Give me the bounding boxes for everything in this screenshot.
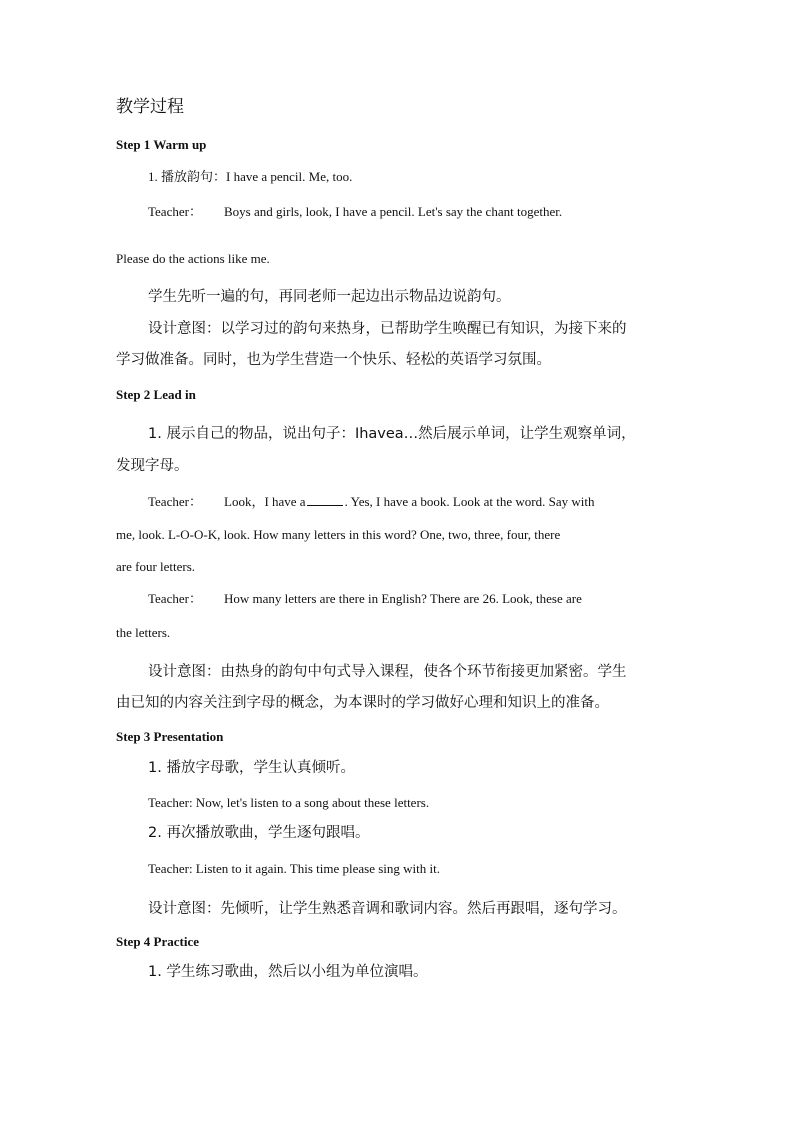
step1-design-line2: 学习做准备。同时，也为学生营造一个快乐、轻松的英语学习氛围。 bbox=[116, 352, 551, 368]
step2-teacher-label-2: Teacher： bbox=[148, 591, 202, 606]
step4-heading: Step 4 Practice bbox=[116, 934, 200, 949]
step2-teacher1-line2: me, look. L-O-O-K, look. How many letters in this word? One, two, three, four, there bbox=[116, 527, 561, 542]
step1-heading: Step 1 Warm up bbox=[116, 137, 207, 152]
step2-teacher2-line1: How many letters are there in English? There are 26. Look, these are bbox=[224, 591, 582, 606]
step2-heading: Step 2 Lead in bbox=[116, 387, 196, 402]
step1-teacher-label: Teacher： bbox=[148, 204, 202, 219]
step2-design-line2: 由已知的内容关注到字母的概念，为本课时的学习做好心理和知识上的准备。 bbox=[116, 695, 609, 711]
step2-teacher2-line2: the letters. bbox=[116, 625, 171, 640]
step2-teacher1-line3: are four letters. bbox=[116, 559, 196, 574]
step3-item2: 2. 再次播放歌曲，学生逐句跟唱。 bbox=[148, 825, 370, 841]
step2-teacher1-line1 bbox=[224, 495, 594, 508]
step2-item1-line2: 发现字母。 bbox=[116, 458, 189, 474]
fill-in-blank bbox=[307, 495, 343, 506]
step2-teacher-label-1: Teacher： bbox=[148, 494, 202, 509]
step2-item1-line1: 1. 展示自己的物品，说出句子：Ihavea…然后展示单词，让学生观察单词， bbox=[148, 426, 636, 442]
step2-teacher1-post: . Yes, I have a book. Look at the word. Say with bbox=[344, 494, 595, 509]
step3-design-line1: 设计意图：先倾听，让学生熟悉音调和歌词内容。然后再跟唱，逐句学习。 bbox=[148, 901, 627, 917]
step1-teacher-line2: Please do the actions like me. bbox=[116, 251, 270, 266]
step1-design-line1: 设计意图：以学习过的韵句来热身，已帮助学生唤醒已有知识，为接下来的 bbox=[148, 321, 627, 337]
step3-teacher1: Teacher: Now, let's listen to a song about these letters. bbox=[148, 795, 430, 810]
step3-teacher2: Teacher: Listen to it again. This time please sing with it. bbox=[148, 861, 441, 876]
step2-design-line1: 设计意图：由热身的韵句中句式导入课程，使各个环节衔接更加紧密。学生 bbox=[148, 664, 627, 680]
step3-heading: Step 3 Presentation bbox=[116, 729, 224, 744]
page-title: 教学过程 bbox=[116, 97, 184, 117]
step1-cn-line: 学生先听一遍的句，再同老师一起边出示物品边说韵句。 bbox=[148, 289, 511, 305]
step1-teacher-line1: Boys and girls, look, I have a pencil. Let's say the chant together. bbox=[224, 204, 563, 219]
step4-item1: 1. 学生练习歌曲，然后以小组为单位演唱。 bbox=[148, 964, 428, 980]
step2-teacher1-pre: Look，I have a bbox=[224, 494, 306, 509]
step1-item1: 1. 播放韵句：I have a pencil. Me, too. bbox=[148, 169, 353, 184]
step3-item1: 1. 播放字母歌，学生认真倾听。 bbox=[148, 760, 355, 776]
